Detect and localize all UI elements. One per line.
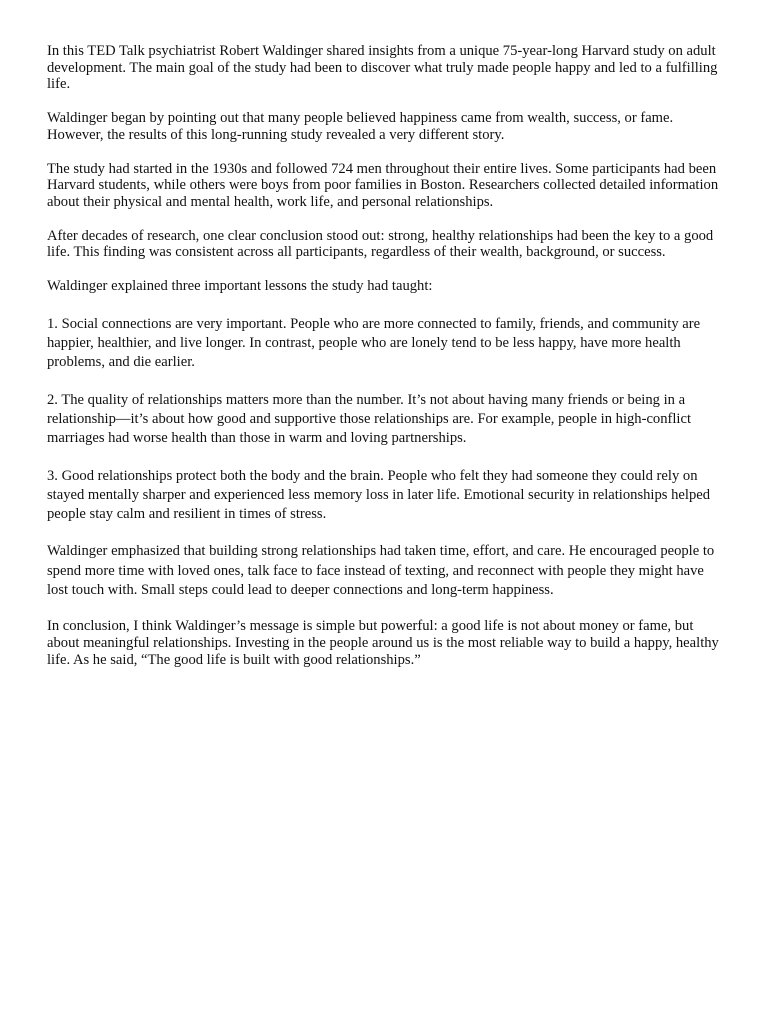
paragraph-conclusion-finding: After decades of research, one clear conclusion stood out: strong, healthy relationships had been the key to a good life. This finding was consistent across all participants, regardless of their wealth, background, or success. xyxy=(47,227,714,261)
paragraph-building-relationships: Waldinger emphasized that building strong relationships had taken time, effort, and care. He encouraged people to spend more time with loved ones, talk face to face instead of texting, and reconnect with people they might have lost touch with. Small steps could lead to deeper connections and long-term happiness. xyxy=(47,543,715,598)
lesson-body-brain: 3. Good relationships protect both the body and the brain. People who felt they had someone they could rely on stayed mentally sharper and experienced less memory loss in later life. Emotional security in relationships helped people stay calm and resilient in times of stress. xyxy=(47,467,711,523)
paragraph-study-background: The study had started in the 1930s and followed 724 men throughout their entire lives. Some participants had been Harvard students, while others were boys from poor families in Boston. Researchers collected detailed information about their physical and mental health, work life, and personal relationships. xyxy=(47,160,719,210)
lesson-quality-relationships: 2. The quality of relationships matters more than the number. It’s not about having many friends or being in a relationship—it’s about how good and supportive those relationships are. For example, people in high-conflict marriages had worse health than those in warm and loving partnerships. xyxy=(47,391,692,447)
paragraph-happiness-beliefs: Waldinger began by pointing out that many people believed happiness came from wealth, success, or fame. However, the results of this long-running study revealed a very different story. xyxy=(47,110,674,143)
paragraph-final-conclusion: In conclusion, I think Waldinger’s message is simple but powerful: a good life is not about money or fame, but about meaningful relationships. Investing in the people around us is the most reliable way to build a happy, healthy life. As he said, “The good life is built with good relationships.” xyxy=(47,618,719,668)
paragraph-intro: In this TED Talk psychiatrist Robert Waldinger shared insights from a unique 75-year-long Harvard study on adult development. The main goal of the study had been to discover what truly made people happy and led to a fulfilling life. xyxy=(47,43,718,93)
lesson-social-connections: 1. Social connections are very important. People who are more connected to family, friends, and community are happier, healthier, and live longer. In contrast, people who are lonely tend to be less happy, have more health problems, and die earlier. xyxy=(47,315,701,371)
document-body xyxy=(47,43,727,685)
paragraph-lessons-intro: Waldinger explained three important lessons the study had taught: xyxy=(47,278,433,295)
